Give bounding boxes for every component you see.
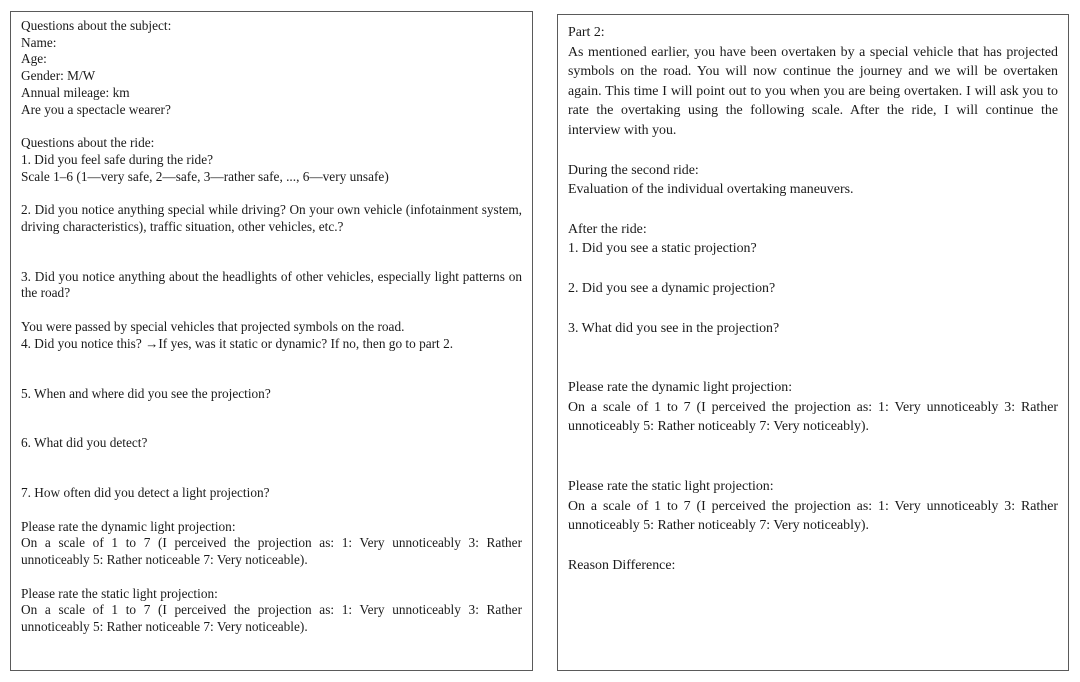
second-ride-text: Evaluation of the individual overtaking maneuvers. xyxy=(568,182,854,198)
right-dynamic-projection-scale: On a scale of 1 to 7 (I perceived the projection as: 1: Very unnoticeably 3: Rather unnoticeably 5: Rather noticeably 7: Very noticeably). xyxy=(568,399,1058,435)
dynamic-projection-scale: On a scale of 1 to 7 (I perceived the projection as: 1: Very unnoticeably 3: Rather unnoticeably 5: Rather noticeable 7: Very noticeable). xyxy=(21,535,522,568)
passed-note: You were passed by special vehicles that projected symbols on the road. xyxy=(21,319,405,335)
right-static-projection-heading: Please rate the static light projection: xyxy=(568,478,774,494)
questionnaire-part-1-panel xyxy=(10,11,533,671)
question-1-scale: Scale 1–6 (1—very safe, 2—safe, 3—rather safe, ..., 6—very unsafe) xyxy=(21,168,389,184)
question-1: 1. Did you feel safe during the ride? xyxy=(21,151,213,167)
after-question-1: 1. Did you see a static projection? xyxy=(568,241,757,257)
field-spectacle-wearer: Are you a spectacle wearer? xyxy=(21,101,171,117)
field-gender: Gender: M/W xyxy=(21,68,96,84)
after-ride-heading: After the ride: xyxy=(568,221,647,237)
field-annual-mileage: Annual mileage: km xyxy=(21,84,130,100)
question-7: 7. How often did you detect a light projection? xyxy=(21,484,270,500)
question-2: 2. Did you notice anything special while driving? On your own vehicle (infotainment system, driving characteristics), traffic situation, other vehicles, etc.? xyxy=(21,202,522,235)
reason-difference: Reason Difference: xyxy=(568,557,676,573)
question-6: 6. What did you detect? xyxy=(21,435,148,451)
dynamic-projection-heading: Please rate the dynamic light projection: xyxy=(21,518,236,534)
subject-heading: Questions about the subject: xyxy=(21,18,172,33)
field-name: Name: xyxy=(21,34,57,50)
part-2-title: Part 2: xyxy=(568,25,605,40)
second-ride-heading: During the second ride: xyxy=(568,162,699,178)
part-2-intro: As mentioned earlier, you have been overtaken by a special vehicle that has projected symbols on the road. You will now continue the journey and we will be overtaken again. This time I will point out to you when you are being overtaken. I will ask you to rate the overtaking using the following scale. After the ride, I will continue the interview with you. xyxy=(568,44,1058,138)
field-age: Age: xyxy=(21,51,47,67)
question-4: 4. Did you notice this? →If yes, was it static or dynamic? If no, then go to part 2. xyxy=(21,335,454,351)
after-question-3: 3. What did you see in the projection? xyxy=(568,320,780,336)
static-projection-scale: On a scale of 1 to 7 (I perceived the projection as: 1: Very unnoticeably 3: Rather unnoticeably 5: Rather noticeable 7: Very noticeable). xyxy=(21,602,522,635)
ride-heading: Questions about the ride: xyxy=(21,135,155,151)
after-question-2: 2. Did you see a dynamic projection? xyxy=(568,280,776,296)
right-dynamic-projection-heading: Please rate the dynamic light projection: xyxy=(568,380,793,396)
question-5: 5. When and where did you see the projection? xyxy=(21,385,271,401)
right-static-projection-scale: On a scale of 1 to 7 (I perceived the projection as: 1: Very unnoticeably 3: Rather unnoticeably 5: Rather noticeably 7: Very noticeably). xyxy=(568,498,1058,534)
question-3: 3. Did you notice anything about the headlights of other vehicles, especially light patterns on the road? xyxy=(21,268,522,301)
static-projection-heading: Please rate the static light projection: xyxy=(21,585,218,601)
questionnaire-part-2-panel xyxy=(557,14,1069,671)
